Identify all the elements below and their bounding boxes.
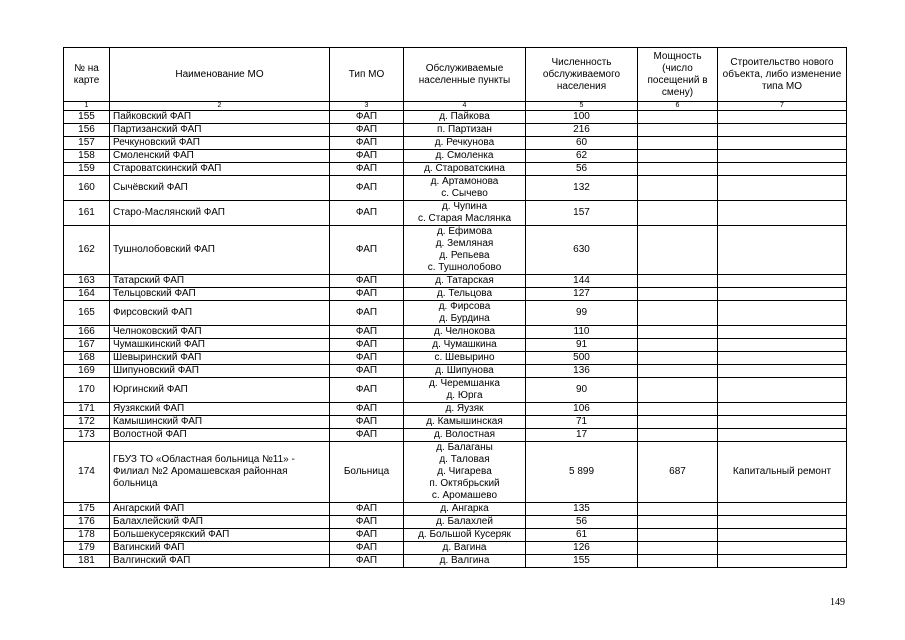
row-map-number: 160 [64,176,110,201]
settlement-name: д. Пайкова [439,111,490,122]
row-population: 500 [526,352,638,365]
header-mo-name: Наименование МО [110,48,330,102]
row-mo-type: ФАП [330,429,404,442]
row-settlements [404,442,526,503]
table-row [64,163,847,176]
row-settlements [404,416,526,429]
row-population: 126 [526,542,638,555]
header-population: Численность обслуживаемого населения [526,48,638,102]
row-map-number: 156 [64,124,110,137]
row-mo-type: ФАП [330,365,404,378]
row-settlements [404,429,526,442]
row-construction [718,429,847,442]
table-row [64,226,847,275]
table-row [64,301,847,326]
row-capacity [638,226,718,275]
row-settlements [404,201,526,226]
row-construction [718,275,847,288]
row-capacity [638,429,718,442]
row-settlements [404,542,526,555]
row-population: 630 [526,226,638,275]
row-construction [718,555,847,568]
settlement-name: д. Камышинская [426,416,503,427]
row-capacity [638,176,718,201]
settlement-name: д. Валгина [439,555,490,566]
row-map-number: 181 [64,555,110,568]
row-capacity [638,365,718,378]
row-mo-name: Чумашкинский ФАП [110,339,330,352]
settlement-name: д. Ангарка [440,503,489,514]
row-mo-type: ФАП [330,275,404,288]
row-map-number: 169 [64,365,110,378]
table-row [64,288,847,301]
settlement-name: д. Чумашкина [432,339,497,350]
row-population: 99 [526,301,638,326]
table-row [64,124,847,137]
facilities-table [63,47,847,568]
row-map-number: 155 [64,111,110,124]
settlement-name: д. Татарская [435,275,494,286]
row-settlements [404,326,526,339]
table-row [64,111,847,124]
row-construction [718,201,847,226]
row-capacity [638,275,718,288]
row-construction [718,339,847,352]
row-mo-type: ФАП [330,352,404,365]
row-population: 5 899 [526,442,638,503]
row-capacity [638,301,718,326]
row-mo-type: ФАП [330,124,404,137]
settlement-name: д. Таловая [439,454,490,465]
row-map-number: 176 [64,516,110,529]
row-mo-name: Валгинский ФАП [110,555,330,568]
table-row [64,429,847,442]
row-population: 157 [526,201,638,226]
settlement-name: д. Юрга [446,390,483,401]
settlement-name: д. Шипунова [435,365,494,376]
row-map-number: 168 [64,352,110,365]
row-mo-name: Балахлейский ФАП [110,516,330,529]
settlement-name: д. Большой Кусеряк [418,529,511,540]
table-row [64,529,847,542]
column-number: 1 [64,102,110,111]
row-population: 17 [526,429,638,442]
table-row [64,275,847,288]
row-population: 71 [526,416,638,429]
row-construction [718,326,847,339]
row-mo-name: Фирсовский ФАП [110,301,330,326]
table-row [64,150,847,163]
settlement-name: д. Вагина [442,542,487,553]
row-map-number: 175 [64,503,110,516]
row-settlements [404,226,526,275]
row-mo-name: Яузякский ФАП [110,403,330,416]
row-map-number: 171 [64,403,110,416]
row-map-number: 159 [64,163,110,176]
row-population: 136 [526,365,638,378]
row-population: 135 [526,503,638,516]
row-construction [718,403,847,416]
row-construction [718,516,847,529]
row-settlements [404,516,526,529]
table-row [64,442,847,503]
row-settlements [404,137,526,150]
row-population: 100 [526,111,638,124]
row-capacity [638,516,718,529]
table-row [64,378,847,403]
row-construction [718,365,847,378]
row-map-number: 163 [64,275,110,288]
row-mo-name: Партизанский ФАП [110,124,330,137]
row-mo-name: Шевыринский ФАП [110,352,330,365]
settlement-name: д. Бурдина [439,313,490,324]
row-mo-name: Пайковский ФАП [110,111,330,124]
settlement-name: д. Фирсова [438,301,491,312]
row-mo-name: Тушнолобовский ФАП [110,226,330,275]
row-population: 56 [526,516,638,529]
row-mo-type: ФАП [330,378,404,403]
settlement-name: д. Тельцова [436,288,493,299]
column-number: 7 [718,102,847,111]
row-mo-name: Татарский ФАП [110,275,330,288]
row-population: 61 [526,529,638,542]
settlement-name: д. Артамонова [430,176,499,187]
row-capacity [638,555,718,568]
row-capacity [638,416,718,429]
settlement-name: д. Яузяк [445,403,484,414]
column-number: 3 [330,102,404,111]
row-mo-name: Смоленский ФАП [110,150,330,163]
settlement-name: п. Октябрьский [429,478,500,489]
row-construction: Капитальный ремонт [718,442,847,503]
row-population: 127 [526,288,638,301]
row-map-number: 164 [64,288,110,301]
row-population: 155 [526,555,638,568]
row-mo-type: ФАП [330,288,404,301]
row-map-number: 166 [64,326,110,339]
row-mo-name: Староватскинский ФАП [110,163,330,176]
table-row [64,365,847,378]
settlement-name: д. Волостная [434,429,495,440]
row-settlements [404,503,526,516]
row-mo-type: ФАП [330,416,404,429]
row-mo-type: ФАП [330,516,404,529]
row-capacity [638,542,718,555]
row-map-number: 178 [64,529,110,542]
row-population: 106 [526,403,638,416]
settlement-name: с. Тушнолобово [427,262,502,273]
row-construction [718,542,847,555]
row-mo-name: Челноковский ФАП [110,326,330,339]
row-mo-name: Тельцовский ФАП [110,288,330,301]
row-capacity [638,288,718,301]
row-population: 110 [526,326,638,339]
row-settlements [404,124,526,137]
row-mo-name: Сычёвский ФАП [110,176,330,201]
page-number: 149 [830,597,845,608]
header-construction: Строительство нового объекта, либо изменение типа МО [718,48,847,102]
row-population: 91 [526,339,638,352]
row-mo-name: Ангарский ФАП [110,503,330,516]
settlement-name: д. Ефимова [436,226,493,237]
row-mo-name: Камышинский ФАП [110,416,330,429]
row-population: 90 [526,378,638,403]
row-capacity [638,352,718,365]
header-row [64,48,847,102]
row-capacity [638,111,718,124]
table-row [64,516,847,529]
row-construction [718,111,847,124]
row-population: 216 [526,124,638,137]
settlement-name: д. Челнокова [433,326,495,337]
row-capacity [638,326,718,339]
table-row [64,503,847,516]
row-capacity: 687 [638,442,718,503]
row-mo-type: ФАП [330,301,404,326]
row-settlements [404,111,526,124]
settlement-name: с. Сычево [441,188,488,199]
row-mo-type: Больница [330,442,404,503]
row-settlements [404,365,526,378]
settlement-name: д. Староватскина [424,163,505,174]
row-capacity [638,529,718,542]
row-capacity [638,378,718,403]
row-construction [718,352,847,365]
table-row [64,201,847,226]
row-map-number: 161 [64,201,110,226]
table-body [64,111,847,568]
row-map-number: 158 [64,150,110,163]
row-map-number: 179 [64,542,110,555]
table-row [64,137,847,150]
table-header [64,48,847,111]
row-settlements [404,163,526,176]
table-row [64,416,847,429]
row-settlements [404,339,526,352]
row-mo-type: ФАП [330,150,404,163]
row-settlements [404,378,526,403]
row-population: 56 [526,163,638,176]
row-mo-type: ФАП [330,226,404,275]
row-capacity [638,150,718,163]
column-number: 4 [404,102,526,111]
row-settlements [404,529,526,542]
settlement-name: с. Аромашево [431,490,498,501]
settlement-name: д. Черемшанка [429,378,500,389]
row-mo-name: Юргинский ФАП [110,378,330,403]
table-row [64,403,847,416]
row-capacity [638,403,718,416]
row-construction [718,176,847,201]
row-settlements [404,275,526,288]
settlement-name: д. Балахлей [436,516,493,527]
row-capacity [638,339,718,352]
row-mo-type: ФАП [330,555,404,568]
row-map-number: 170 [64,378,110,403]
row-mo-name: Вагинский ФАП [110,542,330,555]
row-capacity [638,124,718,137]
header-map-number: № на карте [64,48,110,102]
row-mo-type: ФАП [330,326,404,339]
row-construction [718,163,847,176]
row-construction [718,137,847,150]
settlement-name: д. Земляная [435,238,494,249]
settlement-name: д. Речкунова [434,137,495,148]
row-mo-type: ФАП [330,201,404,226]
settlement-name: д. Репьева [439,250,490,261]
row-map-number: 172 [64,416,110,429]
row-map-number: 173 [64,429,110,442]
row-construction [718,288,847,301]
column-number: 5 [526,102,638,111]
row-map-number: 167 [64,339,110,352]
row-mo-name: Старо-Маслянский ФАП [110,201,330,226]
row-construction [718,150,847,163]
row-construction [718,378,847,403]
settlement-name: с. Шевырино [434,352,495,363]
table-row [64,542,847,555]
row-population: 60 [526,137,638,150]
settlement-name: д. Чупина [441,201,488,212]
row-mo-type: ФАП [330,176,404,201]
table-row [64,352,847,365]
settlement-name: д. Смоленка [435,150,494,161]
row-construction [718,529,847,542]
row-construction [718,416,847,429]
table-row [64,326,847,339]
row-mo-type: ФАП [330,503,404,516]
header-settlements: Обслуживаемые населенные пункты [404,48,526,102]
row-map-number: 162 [64,226,110,275]
row-capacity [638,137,718,150]
column-number: 6 [638,102,718,111]
row-mo-name: Большекусерякский ФАП [110,529,330,542]
row-construction [718,124,847,137]
table-row [64,555,847,568]
row-mo-type: ФАП [330,403,404,416]
settlement-name: п. Партизан [437,124,492,135]
row-population: 62 [526,150,638,163]
row-capacity [638,503,718,516]
row-population: 132 [526,176,638,201]
header-capacity: Мощность (число посещений в смену) [638,48,718,102]
settlement-name: с. Старая Маслянка [417,213,512,224]
row-mo-type: ФАП [330,137,404,150]
table-row [64,176,847,201]
row-mo-type: ФАП [330,542,404,555]
row-capacity [638,163,718,176]
row-settlements [404,176,526,201]
row-construction [718,503,847,516]
row-mo-type: ФАП [330,111,404,124]
row-mo-type: ФАП [330,163,404,176]
row-mo-type: ФАП [330,339,404,352]
row-map-number: 157 [64,137,110,150]
row-construction [718,301,847,326]
settlement-name: д. Чигарева [437,466,492,477]
row-mo-type: ФАП [330,529,404,542]
row-construction [718,226,847,275]
column-number: 2 [110,102,330,111]
table-row [64,339,847,352]
header-mo-type: Тип МО [330,48,404,102]
row-settlements [404,301,526,326]
row-mo-name: Волостной ФАП [110,429,330,442]
settlement-name: д. Балаганы [436,442,493,453]
column-number-row [64,102,847,111]
row-settlements [404,555,526,568]
row-settlements [404,352,526,365]
row-settlements [404,150,526,163]
row-capacity [638,201,718,226]
row-map-number: 174 [64,442,110,503]
row-settlements [404,288,526,301]
row-settlements [404,403,526,416]
row-population: 144 [526,275,638,288]
row-map-number: 165 [64,301,110,326]
row-mo-name: Шипуновский ФАП [110,365,330,378]
row-mo-name: Речкуновский ФАП [110,137,330,150]
row-mo-name: ГБУЗ ТО «Областная больница №11» - Филиал №2 Аромашевская районная больница [110,442,330,503]
